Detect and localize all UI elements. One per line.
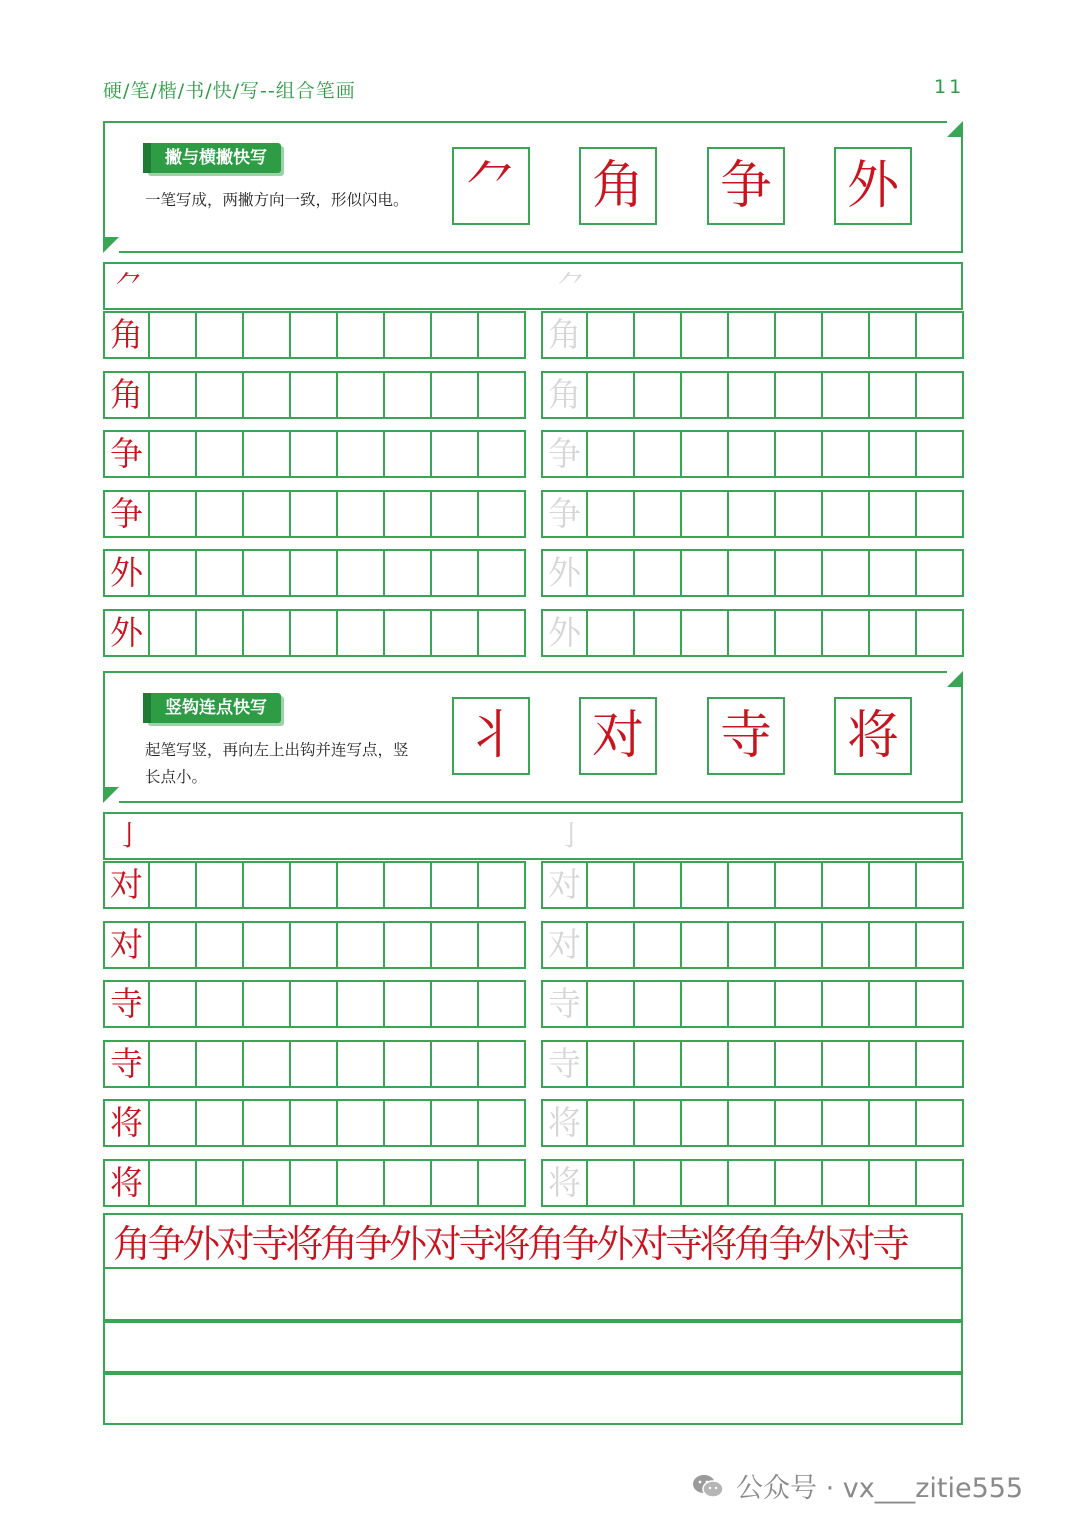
empty-practice-cell — [479, 1099, 526, 1147]
empty-practice-cell — [479, 549, 526, 597]
empty-practice-cell — [682, 921, 729, 969]
trace-char-cell: 寺 — [541, 980, 588, 1028]
empty-practice-cell — [776, 311, 823, 359]
page-header-title: 硬/笔/楷/书/快/写--组合笔画 — [103, 80, 356, 102]
empty-practice-cell — [917, 921, 964, 969]
empty-practice-cell — [917, 1099, 964, 1147]
empty-practice-cell — [385, 1099, 432, 1147]
practice-row-trace — [541, 371, 964, 419]
ruled-line — [105, 1321, 961, 1323]
empty-practice-cell — [776, 1159, 823, 1207]
empty-practice-cell — [338, 430, 385, 478]
empty-practice-cell — [432, 1099, 479, 1147]
empty-practice-cell — [776, 980, 823, 1028]
stroke-row — [103, 812, 963, 860]
practice-row — [103, 430, 526, 478]
empty-practice-cell — [917, 430, 964, 478]
model-char-box: 角 — [579, 147, 657, 225]
empty-practice-cell — [776, 490, 823, 538]
practice-row — [103, 1099, 526, 1147]
empty-practice-cell — [197, 980, 244, 1028]
empty-practice-cell — [682, 430, 729, 478]
practice-row — [103, 311, 526, 359]
empty-practice-cell — [917, 311, 964, 359]
empty-practice-cell — [432, 980, 479, 1028]
corner-fold — [103, 787, 119, 803]
example-char-cell: 争 — [103, 430, 150, 478]
empty-practice-cell — [870, 609, 917, 657]
empty-practice-cell — [150, 1099, 197, 1147]
trace-char-cell: 将 — [541, 1159, 588, 1207]
empty-practice-cell — [197, 1159, 244, 1207]
empty-practice-cell — [635, 1159, 682, 1207]
empty-practice-cell — [479, 430, 526, 478]
empty-practice-cell — [291, 430, 338, 478]
empty-practice-cell — [244, 609, 291, 657]
corner-fold — [103, 237, 119, 253]
model-char-box: 寺 — [707, 697, 785, 775]
empty-practice-cell — [870, 980, 917, 1028]
empty-practice-cell — [729, 311, 776, 359]
continuous-practice-block — [103, 1213, 963, 1425]
empty-practice-cell — [385, 609, 432, 657]
practice-row-trace — [541, 549, 964, 597]
empty-practice-cell — [291, 1099, 338, 1147]
empty-practice-cell — [588, 1099, 635, 1147]
empty-practice-cell — [197, 861, 244, 909]
empty-practice-cell — [432, 490, 479, 538]
empty-practice-cell — [588, 1159, 635, 1207]
empty-practice-cell — [823, 609, 870, 657]
empty-practice-cell — [682, 549, 729, 597]
empty-practice-cell — [432, 311, 479, 359]
empty-practice-cell — [917, 371, 964, 419]
empty-practice-cell — [635, 861, 682, 909]
stroke-row — [103, 262, 963, 310]
empty-practice-cell — [432, 921, 479, 969]
trace-char-cell: 对 — [541, 921, 588, 969]
empty-practice-cell — [338, 490, 385, 538]
empty-practice-cell — [291, 549, 338, 597]
empty-practice-cell — [682, 861, 729, 909]
corner-fold — [947, 121, 963, 137]
empty-practice-cell — [197, 921, 244, 969]
section-description: 一笔写成，两撇方向一致，形似闪电。 — [145, 191, 409, 209]
example-char-cell: 对 — [103, 861, 150, 909]
empty-practice-cell — [432, 371, 479, 419]
empty-practice-cell — [776, 549, 823, 597]
empty-practice-cell — [870, 1040, 917, 1088]
empty-practice-cell — [729, 921, 776, 969]
empty-practice-cell — [291, 371, 338, 419]
example-char-cell: 角 — [103, 311, 150, 359]
empty-practice-cell — [588, 430, 635, 478]
wechat-icon — [692, 1473, 724, 1499]
empty-practice-cell — [776, 861, 823, 909]
empty-practice-cell — [432, 430, 479, 478]
empty-practice-cell — [917, 490, 964, 538]
empty-practice-cell — [729, 609, 776, 657]
empty-practice-cell — [635, 980, 682, 1028]
empty-practice-cell — [244, 1099, 291, 1147]
empty-practice-cell — [823, 980, 870, 1028]
empty-practice-cell — [197, 1099, 244, 1147]
empty-practice-cell — [635, 371, 682, 419]
empty-practice-cell — [776, 1040, 823, 1088]
section-badge: 竖钩连点快写 — [145, 693, 281, 723]
empty-practice-cell — [244, 371, 291, 419]
empty-practice-cell — [870, 490, 917, 538]
empty-practice-cell — [432, 609, 479, 657]
practice-row — [103, 549, 526, 597]
empty-practice-cell — [917, 861, 964, 909]
trace-char-cell: 对 — [541, 861, 588, 909]
watermark-text: 公众号 · vx___zitie555 — [736, 1473, 1024, 1504]
empty-practice-cell — [479, 371, 526, 419]
empty-practice-cell — [917, 609, 964, 657]
empty-practice-cell — [588, 921, 635, 969]
practice-row-trace — [541, 311, 964, 359]
empty-practice-cell — [479, 311, 526, 359]
empty-practice-cell — [776, 371, 823, 419]
empty-practice-cell — [870, 921, 917, 969]
section-1-header — [103, 121, 963, 253]
empty-practice-cell — [338, 1159, 385, 1207]
empty-practice-cell — [776, 921, 823, 969]
model-char-box: 争 — [707, 147, 785, 225]
empty-practice-cell — [729, 549, 776, 597]
practice-row — [103, 980, 526, 1028]
empty-practice-cell — [635, 490, 682, 538]
empty-practice-cell — [150, 430, 197, 478]
practice-row-trace — [541, 861, 964, 909]
empty-practice-cell — [338, 609, 385, 657]
example-char-cell: 角 — [103, 371, 150, 419]
section-description: 起笔写竖，再向左上出钩并连写点，竖长点小。 — [145, 741, 409, 786]
page-number: 11 — [934, 76, 965, 98]
empty-practice-cell — [432, 549, 479, 597]
example-char-cell: 争 — [103, 490, 150, 538]
practice-row-trace — [541, 1099, 964, 1147]
empty-practice-cell — [635, 311, 682, 359]
empty-practice-cell — [385, 490, 432, 538]
practice-row — [103, 371, 526, 419]
practice-row — [103, 1040, 526, 1088]
empty-practice-cell — [479, 609, 526, 657]
empty-practice-cell — [729, 1040, 776, 1088]
empty-practice-cell — [432, 861, 479, 909]
empty-practice-cell — [291, 861, 338, 909]
empty-practice-cell — [291, 921, 338, 969]
empty-practice-cell — [682, 1040, 729, 1088]
empty-practice-cell — [197, 371, 244, 419]
section-badge: 撇与横撇快写 — [145, 143, 281, 173]
empty-practice-cell — [823, 861, 870, 909]
trace-char-cell: 争 — [541, 430, 588, 478]
empty-practice-cell — [823, 311, 870, 359]
empty-practice-cell — [588, 980, 635, 1028]
empty-practice-cell — [385, 921, 432, 969]
empty-practice-cell — [823, 1040, 870, 1088]
trace-char-cell: 寺 — [541, 1040, 588, 1088]
watermark — [692, 1466, 1023, 1505]
empty-practice-cell — [682, 980, 729, 1028]
empty-practice-cell — [197, 311, 244, 359]
empty-practice-cell — [729, 861, 776, 909]
empty-practice-cell — [635, 430, 682, 478]
empty-practice-cell — [338, 1099, 385, 1147]
empty-practice-cell — [385, 430, 432, 478]
empty-practice-cell — [291, 980, 338, 1028]
model-char-box: 对 — [579, 697, 657, 775]
empty-practice-cell — [917, 1159, 964, 1207]
practice-row-trace — [541, 609, 964, 657]
practice-row — [103, 609, 526, 657]
empty-practice-cell — [917, 549, 964, 597]
example-char-cell: 外 — [103, 609, 150, 657]
trace-char-cell: 角 — [541, 371, 588, 419]
corner-fold — [947, 671, 963, 687]
empty-practice-cell — [385, 1040, 432, 1088]
empty-practice-cell — [729, 430, 776, 478]
empty-practice-cell — [588, 371, 635, 419]
empty-practice-cell — [244, 311, 291, 359]
example-char-cell: 寺 — [103, 980, 150, 1028]
trace-char-cell: 角 — [541, 311, 588, 359]
empty-practice-cell — [244, 921, 291, 969]
ruled-line — [105, 1373, 961, 1375]
trace-char-cell: 外 — [541, 609, 588, 657]
empty-practice-cell — [635, 549, 682, 597]
practice-row — [103, 1159, 526, 1207]
empty-practice-cell — [823, 1099, 870, 1147]
empty-practice-cell — [635, 921, 682, 969]
empty-practice-cell — [588, 861, 635, 909]
practice-row-trace — [541, 1040, 964, 1088]
empty-practice-cell — [150, 980, 197, 1028]
empty-practice-cell — [479, 490, 526, 538]
empty-practice-cell — [588, 311, 635, 359]
model-char-box: ⺈ — [452, 147, 530, 225]
empty-practice-cell — [588, 609, 635, 657]
empty-practice-cell — [682, 490, 729, 538]
empty-practice-cell — [385, 1159, 432, 1207]
empty-practice-cell — [870, 549, 917, 597]
example-char-cell: 寺 — [103, 1040, 150, 1088]
empty-practice-cell — [197, 1040, 244, 1088]
empty-practice-cell — [823, 371, 870, 419]
empty-practice-cell — [588, 549, 635, 597]
practice-row — [103, 490, 526, 538]
empty-practice-cell — [823, 1159, 870, 1207]
model-char-box: 将 — [834, 697, 912, 775]
empty-practice-cell — [150, 861, 197, 909]
empty-practice-cell — [479, 1040, 526, 1088]
practice-row-trace — [541, 1159, 964, 1207]
empty-practice-cell — [244, 549, 291, 597]
empty-practice-cell — [244, 430, 291, 478]
empty-practice-cell — [635, 609, 682, 657]
empty-practice-cell — [197, 609, 244, 657]
empty-practice-cell — [479, 861, 526, 909]
empty-practice-cell — [682, 609, 729, 657]
empty-practice-cell — [338, 371, 385, 419]
empty-practice-cell — [150, 311, 197, 359]
empty-practice-cell — [197, 430, 244, 478]
empty-practice-cell — [385, 861, 432, 909]
empty-practice-cell — [432, 1040, 479, 1088]
empty-practice-cell — [338, 861, 385, 909]
empty-practice-cell — [291, 490, 338, 538]
stroke-label: ⺈ — [115, 269, 144, 302]
empty-practice-cell — [385, 311, 432, 359]
empty-practice-cell — [150, 1159, 197, 1207]
example-char-cell: 外 — [103, 549, 150, 597]
empty-practice-cell — [291, 1040, 338, 1088]
empty-practice-cell — [682, 1099, 729, 1147]
practice-row — [103, 921, 526, 969]
empty-practice-cell — [588, 490, 635, 538]
example-char-cell: 将 — [103, 1159, 150, 1207]
practice-row-trace — [541, 430, 964, 478]
trace-char-cell: 争 — [541, 490, 588, 538]
practice-row-trace — [541, 980, 964, 1028]
practice-row — [103, 861, 526, 909]
example-char-cell: 将 — [103, 1099, 150, 1147]
empty-practice-cell — [682, 311, 729, 359]
empty-practice-cell — [917, 1040, 964, 1088]
empty-practice-cell — [385, 980, 432, 1028]
stroke-label-trace: 亅 — [557, 819, 586, 852]
example-char-cell: 对 — [103, 921, 150, 969]
empty-practice-cell — [870, 430, 917, 478]
empty-practice-cell — [291, 1159, 338, 1207]
empty-practice-cell — [870, 861, 917, 909]
empty-practice-cell — [823, 921, 870, 969]
trace-char-cell: 外 — [541, 549, 588, 597]
empty-practice-cell — [479, 921, 526, 969]
empty-practice-cell — [244, 490, 291, 538]
empty-practice-cell — [338, 549, 385, 597]
empty-practice-cell — [588, 1040, 635, 1088]
empty-practice-cell — [244, 1040, 291, 1088]
empty-practice-cell — [150, 549, 197, 597]
empty-practice-cell — [729, 371, 776, 419]
practice-line-text: 角争外对寺将角争外对寺将角争外对寺将角争外对寺 — [113, 1222, 907, 1266]
empty-practice-cell — [244, 1159, 291, 1207]
section-2-header — [103, 671, 963, 803]
empty-practice-cell — [729, 1099, 776, 1147]
empty-practice-cell — [682, 371, 729, 419]
empty-practice-cell — [291, 609, 338, 657]
empty-practice-cell — [729, 980, 776, 1028]
empty-practice-cell — [150, 609, 197, 657]
empty-practice-cell — [917, 980, 964, 1028]
empty-practice-cell — [776, 609, 823, 657]
empty-practice-cell — [870, 371, 917, 419]
empty-practice-cell — [150, 921, 197, 969]
ruled-line — [105, 1267, 961, 1269]
empty-practice-cell — [338, 1040, 385, 1088]
stroke-label-trace: ⺈ — [557, 269, 586, 302]
empty-practice-cell — [291, 311, 338, 359]
empty-practice-cell — [823, 549, 870, 597]
empty-practice-cell — [870, 1159, 917, 1207]
empty-practice-cell — [385, 549, 432, 597]
practice-row-trace — [541, 490, 964, 538]
empty-practice-cell — [150, 490, 197, 538]
empty-practice-cell — [244, 980, 291, 1028]
empty-practice-cell — [823, 490, 870, 538]
empty-practice-cell — [432, 1159, 479, 1207]
empty-practice-cell — [338, 311, 385, 359]
model-char-box: 丬 — [452, 697, 530, 775]
empty-practice-cell — [150, 1040, 197, 1088]
model-char-box: 外 — [834, 147, 912, 225]
empty-practice-cell — [729, 1159, 776, 1207]
empty-practice-cell — [385, 371, 432, 419]
stroke-label: 亅 — [115, 819, 144, 852]
empty-practice-cell — [682, 1159, 729, 1207]
empty-practice-cell — [635, 1099, 682, 1147]
empty-practice-cell — [338, 921, 385, 969]
empty-practice-cell — [776, 430, 823, 478]
empty-practice-cell — [244, 861, 291, 909]
empty-practice-cell — [729, 490, 776, 538]
empty-practice-cell — [776, 1099, 823, 1147]
empty-practice-cell — [870, 1099, 917, 1147]
empty-practice-cell — [338, 980, 385, 1028]
empty-practice-cell — [635, 1040, 682, 1088]
empty-practice-cell — [150, 371, 197, 419]
empty-practice-cell — [870, 311, 917, 359]
empty-practice-cell — [197, 549, 244, 597]
empty-practice-cell — [823, 430, 870, 478]
empty-practice-cell — [479, 980, 526, 1028]
empty-practice-cell — [197, 490, 244, 538]
empty-practice-cell — [479, 1159, 526, 1207]
practice-row-trace — [541, 921, 964, 969]
trace-char-cell: 将 — [541, 1099, 588, 1147]
